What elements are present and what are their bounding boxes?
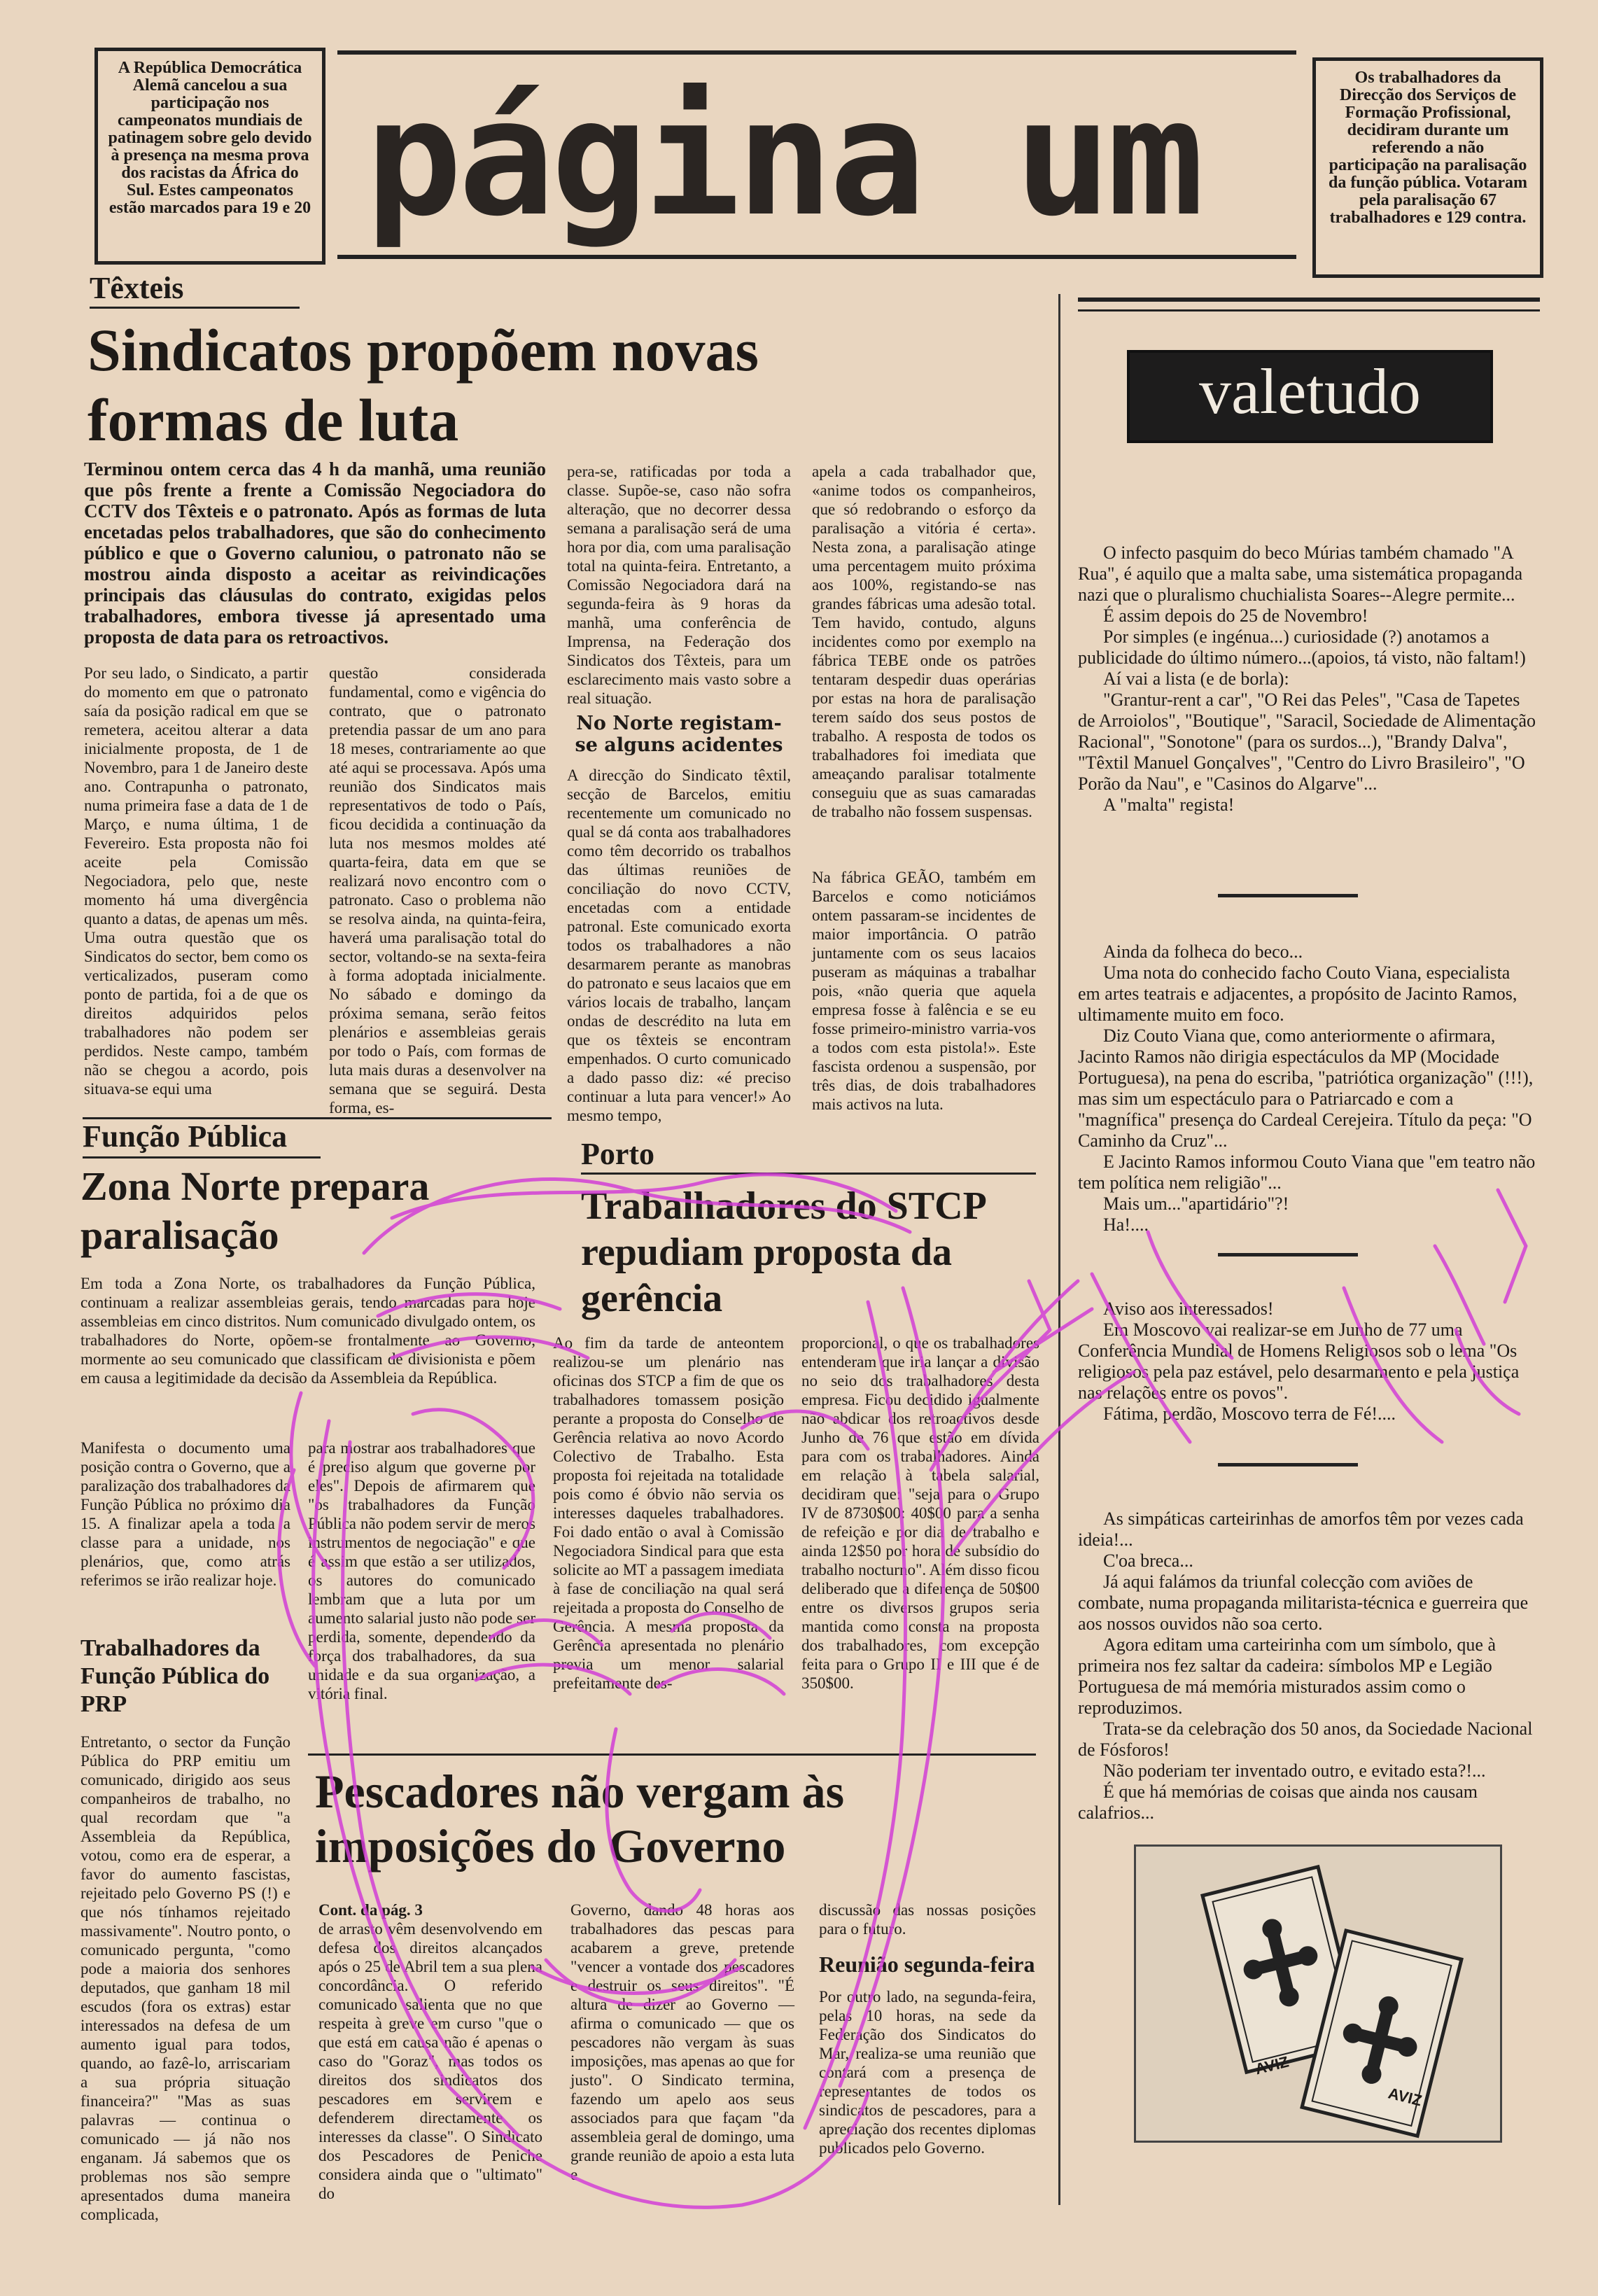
valetudo-p11: Mais um..."apartidário"?! [1103,1194,1289,1214]
valetudo-p17: C'oa breca... [1103,1550,1193,1571]
textile-col3b: A direcção do Sindicato têxtil, secção de Barcelos, emitiu recentemente um comunicado no qual se dá conta aos trabalhadores como têm decorrido os trabalhos das últimas reuniões de conciliação do novo CCTV, encetadas com a entidade patronal. Este comunicado exorta todos os trabalhadores a não desarmarem perante as manobras do patronato e seus lacaios que em vários locais de trabalho, lançam ondas de descrédito na luta em que os têxteis se encontram empenhados. O curto comunicado a dado passo diz: «é preciso continuar a luta para vencer!» Ao mesmo tempo, [567,766,791,1124]
headline-stcp: Trabalhadores do STCP repudiam proposta da gerência [581,1184,985,1320]
section-label-texteis: Têxteis [90,271,184,305]
headline-zona-norte: Zona Norte prepara paralisação [80,1163,430,1258]
valetudo-p16: As simpáticas carteirinhas de amorfos têm por vezes cada ideia!... [1078,1508,1524,1550]
valetudo-p7: Ainda da folheca do beco... [1103,941,1303,962]
valetudo-p10: E Jacinto Ramos informou Couto Viana que "em teatro não tem política nem religião"... [1078,1152,1536,1193]
headline-sindicatos: Sindicatos propõem novas formas de luta [87,316,759,454]
valetudo-p8: Uma nota do conhecido facho Couto Viana, especialista em artes teatrais e adjacentes, a propósito de Jacinto Ramos, ultimamente muito em foco. [1078,962,1518,1025]
valetudo-p1: O infecto pasquim do beco Múrias também chamado "A Rua", é aquilo que a malta sabe, uma sistemática propaganda nazi que o pluralismo chuchialista Soares--Alegre permite... [1078,542,1523,605]
valetudo-p5: "Grantur-rent a car", "O Rei das Peles", "Casa de Tapetes de Arroiolos", "Boutique", "Saracil, Sociedade de Alimentação Racional", "Sonotone" (para os surdos...), "Brandy Dalva", "Têxtil Manuel Gonçalves", "Centro do Livro Brasileiro", "O Porão da Nau", e "Casinos do Algarve"... [1078,690,1536,794]
brief-left-text: A República Democrática Alemã cancelou a sua participação nos campeonatos mundiais de patinagem sobre gelo devido à presença na mesma prova dos racistas da África do Sul. Estes campeonatos estão marcados para 19 e 20 [108,59,312,217]
matchbook-label-left: AVIZ [1253,2052,1291,2078]
valetudo-p12: Ha!.... [1103,1214,1149,1235]
funcao-col1: Manifesta o documento uma posição contra o Governo, que a paralização dos trabalhadores da Função Pública no próximo dia 15. A finalizar apela a toda a classe para a unidade, nos plenários, que, como atrás referimos se irão realizar hoje. [80,1439,290,1589]
valetudo-p9: Diz Couto Viana que, como anteriormente o afirmara, Jacinto Ramos não dirigia espectáculos da MP (Mocidade Portuguesa), na pena do escriba, "patriótica organização" (!!!), mas sim um espectáculo para o Patriarcado e com a "magnífica" presença do Cardeal Cerejeira. Título da peça: "O Caminho da Cruz"... [1078,1026,1534,1151]
valetudo-p6: A "malta" regista! [1103,794,1235,815]
valetudo-p15: Fátima, perdão, Moscovo terra de Fé!.... [1103,1404,1396,1424]
funcao-lead: Em toda a Zona Norte, os trabalhadores da Função Pública, continuam a realizar assembleias gerais, tendo marcadas para hoje assembleias em cinco distritos. Num comunicado divulgado ontem, os trabalhadores do Norte, opõem-se frontalmente ao Governo, mormente ao seu comunicado que classificam de divisionista e põem em causa a legitimidade da decisão da Assembleia da República. [80,1275,535,1387]
pesca-col1: de arrasto vêm desenvolvendo em defesa dos direitos alcançados após o 25 de Abril tem a sua plena concordância. O referido comunicado salienta que no que respeita à greve em curso "que o que está em causa não é apenas o caso do "Goraz", mas todos os direitos dos sindicatos dos pescadores em servirem e defenderem directamente os interesses da classe". O Sindicato dos Pescadores de Peniche considera ainda que o "ultimato" do [318,1920,542,2202]
valetudo-p19: Agora editam uma carteirinha com um símbolo, que à primeira nos fez saltar da cadeira: símbolos MP e Legião Portuguesa de má memória misturados assim como o reproduzimos. [1078,1634,1496,1718]
funcao-subhead: Trabalhadores da Função Pública do PRP [80,1635,270,1717]
valetudo-p22: É que há memórias de coisas que ainda nos causam calafrios... [1078,1782,1478,1823]
textile-col2: questão considerada fundamental, como e vigência do contrato, que o patronato pretendia passar de um ano para 18 meses, contrariamente ao que até aqui se processava. Após uma reunião dos Sindicatos mais representativos de todo o País, ficou decidida a continuação da luta nos mesmos moldes até quarta-feira, data em que se realizará novo encontro com o patronato. Caso o problema não se resolva ainda, na quinta-feira, haverá uma paralisação total do sector, voltando-se na sexta-feira à forma adoptada inicialmente. No sábado e domingo da próxima semana, serão feitos plenários e assembleias gerais por todo o País, com formas de luta mais duras a desenvolver na semana que se seguirá. Desta forma, es- [329,664,546,1116]
valetudo-p3: Por simples (e ingénua...) curiosidade (?) anotamos a publicidade do último número...(apoios, tá visto, não faltam!) [1078,626,1526,668]
valetudo-p20: Trata-se da celebração dos 50 anos, da Sociedade Nacional de Fósforos! [1078,1718,1533,1760]
pesca-continued: Cont. da pág. 3 [318,1901,423,1919]
section-label-porto: Porto [581,1137,655,1171]
stcp-col2: proporcional, o que os trabalhadores entenderam que iria lançar a divisão no seio dos trabalhadores desta empresa. Ficou decidido igualmente não abdicar dos retroactivos desde Junho de 76 que estão em dívida para com os trabalhadores. Ainda em relação à tabela salarial, decidiram que: "seja para o Grupo IV de 8730$00: 40$00 para a senha de refeição e por dia de trabalho e ainda 12$50 por hora de subsídio do trabalho nocturno". Além disso ficou deliberado que a diferença de 50$00 entre os diversos grupos seria mantida como consta na proposta dos trabalhadores, com excepção feita para o Grupo II e III que é de 350$00. [801,1334,1039,1692]
textile-col4b: Na fábrica GEÃO, também em Barcelos e como noticiámos ontem passaram-se incidentes de maior importância. O patrão juntamente com os seus lacaios puseram as máquinas a trabalhar pois, «não queria que aquela empresa fosse à falência e se eu fosse primeiro-ministro varria-vos a todos com esta pistola!». Este fascista ordenou a suspensão, por três dias, de dois trabalhadores mais activos na luta. [812,869,1036,1113]
textile-col4: apela a cada trabalhador que, «anime todos os companheiros, que só redobrando o esforço da paralisação a vitória é certa». Nesta zona, a paralisação atinge uma percentagem muito próxima aos 100%, registando-se nas grandes fábricas uma adesão total. Tem havido, contudo, alguns incidentes como por exemplo na fábrica TEBE onde os patrões tentaram despedir duas operárias por estas na hora de paralisação terem saído dos seus postos de trabalho. A resposta de todos os trabalhadores foi imediata que ameaçando paralisar totalmente conseguiu que as suas camaradas de trabalho não fossem suspensas. [812,463,1036,820]
valetudo-flag: valetudo [1127,350,1493,443]
valetudo-p21: Não poderiam ter inventado outro, e evitado esta?!... [1103,1760,1486,1781]
textile-subhead: No Norte registam-se alguns acidentes [575,713,783,756]
pesca-subhead: Reunião segunda-feira [819,1952,1035,1977]
matchbook-label-right: AVIZ [1386,2084,1424,2110]
headline-pescadores: Pescadores não vergam às imposições do Governo [315,1765,845,1872]
textile-col1: Por seu lado, o Sindicato, a partir do momento em que o patronato saía da posição radical em que se remetera, aceitou alterar a data inicialmente proposta, de 1 de Novembro, para 1 de Janeiro deste ano. Contrapunha o patronato, numa primeira fase a data de 1 de Março, e numa última, 1 de Fevereiro. Esta proposta não foi aceite pela Comissão Negociadora, pelo que, neste momento há uma divergência quanto a datas, de apenas um mês. Uma outra questão que os Sindicatos do sector, bem como os verticalizados, puseram como ponto de partida, foi a de que os direitos adquiridos pelos trabalhadores não podem ser perdidos. Neste campo, também não se chegou a acordo, pois situava-se equi uma [84,664,308,1098]
valetudo-p4: Aí vai a lista (e de borla): [1103,668,1289,689]
valetudo-p18: Já aqui falámos da triunfal colecção com aviões de combate, numa propaganda militarista-técnica e guerreira que aos nossos ouvidos não soa certo. [1078,1572,1529,1634]
textile-lead: Terminou ontem cerca das 4 h da manhã, uma reunião que pôs frente a frente a Comissão Negociadora do CCTV dos Têxteis e o patronato. Após as formas de luta encetadas pelos trabalhadores, que são do conhecimento público e que o Governo caluniou, o patronato não se mostrou ainda disposto a aceitar as reivindicações principais das cláusulas do contrato, exigidas pelos trabalhadores, embora tivesse já apresentado uma proposta de data para os retroactivos. [84,458,546,648]
valetudo-p13: Aviso aos interessados! [1103,1298,1274,1319]
masthead-title: página um [365,65,1200,252]
textile-col3: pera-se, ratificadas por toda a classe. Supõe-se, caso não sofra alteração, que no decorrer dessa semana a paralisação será de uma hora por dia, com uma paralisação total na quinta-feira. Entretanto, a Comissão Negociadora dará na segunda-feira às 9 horas da manhã, uma conferência de Imprensa, na Federação dos Sindicatos dos Têxteis, para um esclarecimento mais vasto sobre a real situação. [567,463,791,707]
brief-right-text: Os trabalhadores da Direcção dos Serviços de Formação Profissional, decidiram durante um referendo a não participação na paralisação da função pública. Votaram pela paralisação 67 trabalhadores e 129 contra. [1328,69,1528,227]
funcao-col2: para mostrar aos trabalhadores que é preciso algum que governe por eles". Depois de afirmarem que "os trabalhadores da Função Pública não podem servir de meros instrumentos de negociação" e que é assim que estão a ser utilizados, os autores do comunicado lembram que a luta por um aumento salarial justo não pode ser perdida, somente, dependendo da força dos trabalhadores, da sua unidade e da sua organização, a vitória final. [308,1439,535,1702]
funcao-col1b: Entretanto, o sector da Função Pública do PRP emitiu um comunicado, dirigido aos seus companheiros de trabalho, no qual recordam que "a Assembleia da República, votou, como era de esperar, a favor do aumento fascistas, rejeitado pelo Governo PS (!) e que nós tínhamos rejeitado massivamente". Noutro ponto, o comunicado pergunta, "como pode a maioria dos senhores deputados, que ganham 18 mil escudos (fora os extras) estar interessados na defesa de um aumento igual para todos, quando, ao fazê-lo, arriscariam a sua própria situação financeira?" "Mas as suas palavras — continua o comunicado — já não nos enganam. Já sabemos que os problemas nos são sempre apresentados duma maneira complicada, [80,1733,290,2223]
section-label-funcao: Função Pública [83,1119,288,1154]
pesca-col3: discussão das nossas posições para o futuro. [819,1901,1036,1938]
pesca-col2: Governo, dando 48 horas aos trabalhadores das pescas para acabarem a greve, pretende "vencer a vontade dos pescadores e destruir os seus direitos". "É altura de dizer ao Governo — afirma o comunicado — que os pescadores não vergam às suas imposições, mas apenas ao que for justo". O Sindicato termina, fazendo um apelo aos seus associados para que façam "da assembleia geral de domingo, uma grande reunião de apoio a esta luta e [570,1901,794,2183]
stcp-col1: Ao fim da tarde de anteontem realizou-se um plenário nas oficinas dos STCP a fim de que os trabalhadores tomassem posição perante a proposta do Conselho de Gerência relativa ao novo Acordo Colectivo de Trabalho. Esta proposta foi rejeitada na totalidade pois como é óbvio não servia os interesses daqueles trabalhadores. Foi dado então o aval à Comissão Negociadora Sindical para que esta solicite ao MT a passagem imediata à fase de conciliação na qual será rejeitada a proposta do Conselho de Gerência. A mesma proposta da Gerência apresentada no plenário previa um menor salarial prefeitamente des- [553,1334,784,1692]
valetudo-p14: Em Moscovo vai realizar-se em Junho de 77 uma Conferência Mundial de Homens Religiosos sob o lema "Os religiosos pela paz estável, pelo desarmamento e pela justiça nas relações entre os povos". [1078,1320,1520,1403]
pesca-col3b: Por outro lado, na segunda-feira, pelas 10 horas, na sede da Federação dos Sindicatos do Mar, realiza-se uma reunião que contará com a presença de representantes de todos os sindicatos de pescadores, para a apreciação dos recentes diplomas publicados pelo Governo. [819,1988,1036,2157]
valetudo-p2: É assim depois do 25 de Novembro! [1103,606,1368,626]
